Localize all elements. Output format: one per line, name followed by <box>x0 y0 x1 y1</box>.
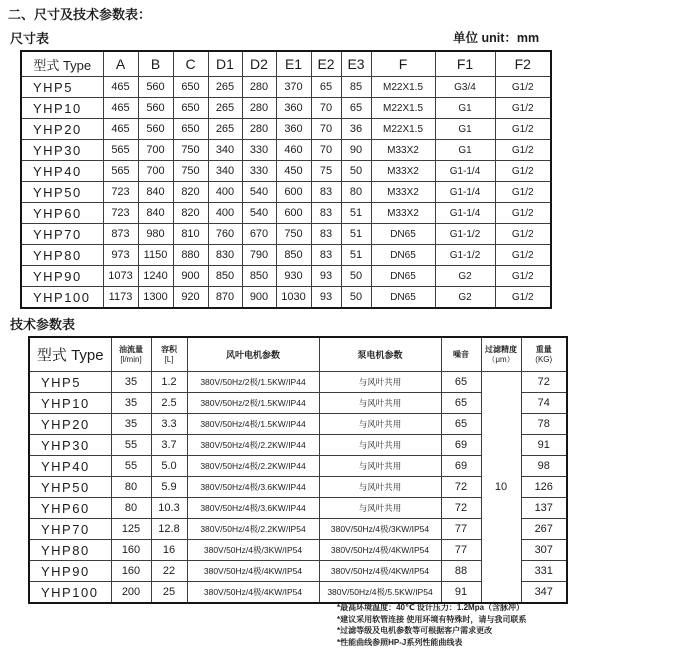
table-cell: 760 <box>208 224 242 245</box>
table-cell: 51 <box>341 245 371 266</box>
table-cell: 35 <box>111 393 151 414</box>
table-cell: 与风叶共用 <box>319 498 441 519</box>
table-cell: 93 <box>311 266 341 287</box>
table-cell: 1030 <box>276 287 311 309</box>
table-cell: M33X2 <box>371 182 435 203</box>
table-cell: 137 <box>521 498 567 519</box>
table-row <box>29 372 567 393</box>
table-cell: 540 <box>242 203 276 224</box>
column-header-label: 容积 <box>161 344 177 354</box>
table-cell: G1 <box>435 119 495 140</box>
table-cell: 69 <box>441 435 481 456</box>
table-cell: 400 <box>208 203 242 224</box>
table-cell: G2 <box>435 266 495 287</box>
model-cell: YHP80 <box>21 245 103 266</box>
column-header-type: 型式 Type <box>29 337 111 372</box>
model-cell: YHP5 <box>21 77 103 98</box>
column-header-unit: [L] <box>164 354 174 364</box>
table-cell: G1-1/4 <box>435 161 495 182</box>
table-cell: 1073 <box>103 266 138 287</box>
table-cell: DN65 <box>371 224 435 245</box>
model-cell: YHP40 <box>21 161 103 182</box>
table-cell: 83 <box>311 182 341 203</box>
table-cell: 50 <box>341 266 371 287</box>
table-cell: G1/2 <box>495 287 551 309</box>
table-cell: 700 <box>138 140 173 161</box>
tech-params-table <box>28 336 568 604</box>
table-cell: G1/2 <box>495 77 551 98</box>
table-cell: 700 <box>138 161 173 182</box>
table-cell: 820 <box>173 182 208 203</box>
table-cell: 930 <box>276 266 311 287</box>
column-header-label: 重量 <box>535 344 552 354</box>
table-cell: 360 <box>276 98 311 119</box>
table-cell: 380V/50Hz/4极/4KW/IP54 <box>187 561 319 582</box>
table-cell: 1173 <box>103 287 138 309</box>
table-cell: 83 <box>311 203 341 224</box>
table-cell: 16 <box>151 540 187 561</box>
tech-table-title: 技术参数表 <box>10 317 76 332</box>
table-cell: 540 <box>242 182 276 203</box>
table-cell: 465 <box>103 77 138 98</box>
table-cell: 920 <box>173 287 208 309</box>
table-cell: 90 <box>341 140 371 161</box>
table-cell: 与风叶共用 <box>319 393 441 414</box>
table-cell: 840 <box>138 182 173 203</box>
table-row <box>21 98 551 119</box>
table-cell: G1-1/2 <box>435 245 495 266</box>
table-cell: 370 <box>276 77 311 98</box>
table-cell: M33X2 <box>371 161 435 182</box>
table-cell: 77 <box>441 519 481 540</box>
footnotes <box>337 602 526 648</box>
table-cell: 267 <box>521 519 567 540</box>
table-cell: 与风叶共用 <box>319 414 441 435</box>
table-cell: G1/2 <box>495 161 551 182</box>
table-cell: 790 <box>242 245 276 266</box>
table-cell: G2 <box>435 287 495 309</box>
table-cell: 125 <box>111 519 151 540</box>
table-cell: 565 <box>103 140 138 161</box>
table-cell: 650 <box>173 119 208 140</box>
dimension-table-title: 尺寸表 <box>10 31 50 46</box>
table-cell: 65 <box>441 393 481 414</box>
table-cell: 与风叶共用 <box>319 456 441 477</box>
table-cell: 80 <box>111 498 151 519</box>
table-cell: G1/2 <box>495 182 551 203</box>
table-cell: 750 <box>173 140 208 161</box>
table-cell: 880 <box>173 245 208 266</box>
table-cell: 77 <box>441 540 481 561</box>
column-header-flow <box>111 337 151 372</box>
model-cell: YHP70 <box>29 519 111 540</box>
table-cell: G1-1/4 <box>435 203 495 224</box>
column-header: E1 <box>276 51 311 77</box>
column-header-unit: (KG) <box>535 354 553 364</box>
table-cell: 670 <box>242 224 276 245</box>
table-cell: 380V/50Hz/4极/3.6KW/IP44 <box>187 498 319 519</box>
column-header-volume <box>151 337 187 372</box>
model-cell: YHP100 <box>29 582 111 604</box>
table-cell: 380V/50Hz/2极/1.5KW/IP44 <box>187 372 319 393</box>
table-cell: 870 <box>208 287 242 309</box>
column-header: E2 <box>311 51 341 77</box>
footnote-line: *性能曲线参照HP-J系列性能曲线表 <box>337 637 463 647</box>
table-cell: 35 <box>111 372 151 393</box>
column-header-filtration <box>481 337 521 372</box>
table-cell: 307 <box>521 540 567 561</box>
column-header-label: 风叶电机参数 <box>225 349 280 360</box>
table-cell: 72 <box>521 372 567 393</box>
table-cell: 55 <box>111 435 151 456</box>
table-row <box>21 266 551 287</box>
table-cell: 565 <box>103 161 138 182</box>
table-cell: 3.7 <box>151 435 187 456</box>
table-cell: 810 <box>173 224 208 245</box>
table-cell: 900 <box>173 266 208 287</box>
footnote-line: *建议采用软管连接 使用环境有特殊时，请与我司联系 <box>337 614 527 624</box>
table-cell: 723 <box>103 203 138 224</box>
table-cell: 83 <box>311 224 341 245</box>
table-cell: 55 <box>111 456 151 477</box>
model-cell: YHP30 <box>29 435 111 456</box>
table-cell: 723 <box>103 182 138 203</box>
model-cell: YHP20 <box>29 414 111 435</box>
table-cell: 973 <box>103 245 138 266</box>
table-cell: G1/2 <box>495 266 551 287</box>
model-cell: YHP40 <box>29 456 111 477</box>
table-cell: 65 <box>441 414 481 435</box>
column-header-label: 油流量 <box>119 344 143 354</box>
table-cell: 2.5 <box>151 393 187 414</box>
table-row <box>21 182 551 203</box>
model-cell: YHP100 <box>21 287 103 309</box>
column-header-label: 噪音 <box>453 349 469 359</box>
table-cell: 51 <box>341 224 371 245</box>
table-cell: 1.2 <box>151 372 187 393</box>
table-cell: 与风叶共用 <box>319 372 441 393</box>
table-cell: M33X2 <box>371 203 435 224</box>
table-cell: 265 <box>208 98 242 119</box>
model-cell: YHP70 <box>21 224 103 245</box>
footnote-line: *最高环境温度：40℃ 设计压力：1.2Mpa（含脉冲） <box>337 603 525 612</box>
model-cell: YHP90 <box>21 266 103 287</box>
header-row <box>29 337 567 372</box>
table-cell: 331 <box>521 561 567 582</box>
table-cell: G1/2 <box>495 224 551 245</box>
table-cell: 126 <box>521 477 567 498</box>
column-header-label: 过滤精度 <box>485 344 517 354</box>
table-cell: 380V/50Hz/4极/2.2KW/IP44 <box>187 456 319 477</box>
table-cell: 280 <box>242 98 276 119</box>
table-cell: G1-1/2 <box>435 224 495 245</box>
table-cell: 380V/50Hz/4极/2.2KW/IP44 <box>187 435 319 456</box>
table-cell: 380V/50Hz/4极/3.6KW/IP44 <box>187 477 319 498</box>
table-cell: 400 <box>208 182 242 203</box>
table-cell: 340 <box>208 140 242 161</box>
table-cell: 70 <box>311 98 341 119</box>
model-cell: YHP90 <box>29 561 111 582</box>
table-cell: G1/2 <box>495 203 551 224</box>
table-cell: 50 <box>341 287 371 309</box>
table-cell: 330 <box>242 140 276 161</box>
table-cell: 1300 <box>138 287 173 309</box>
table-cell: 560 <box>138 77 173 98</box>
table-cell: M22X1.5 <box>371 77 435 98</box>
model-cell: YHP10 <box>29 393 111 414</box>
table-cell: 380V/50Hz/4极/1.5KW/IP44 <box>187 414 319 435</box>
table-cell: 330 <box>242 161 276 182</box>
table-cell: 820 <box>173 203 208 224</box>
section-title: 二、尺寸及技术参数表： <box>8 7 152 22</box>
table-cell: G1/2 <box>495 98 551 119</box>
table-cell: 25 <box>151 582 187 604</box>
table-cell: M33X2 <box>371 140 435 161</box>
table-cell: 380V/50Hz/4极/3KW/IP54 <box>187 540 319 561</box>
table-cell: 12.8 <box>151 519 187 540</box>
table-cell: 5.0 <box>151 456 187 477</box>
table-cell: 160 <box>111 561 151 582</box>
column-header: F1 <box>435 51 495 77</box>
column-header-pump-motor <box>319 337 441 372</box>
table-cell: 1150 <box>138 245 173 266</box>
table-cell: G1/2 <box>495 140 551 161</box>
table-cell: 380V/50Hz/4极/3KW/IP54 <box>319 519 441 540</box>
table-cell: 830 <box>208 245 242 266</box>
table-cell: 873 <box>103 224 138 245</box>
table-cell: G1/2 <box>495 119 551 140</box>
table-cell: 600 <box>276 203 311 224</box>
table-cell: 560 <box>138 98 173 119</box>
table-cell: 850 <box>276 245 311 266</box>
table-cell: 980 <box>138 224 173 245</box>
unit-label: 单位 unit：mm <box>453 31 540 45</box>
table-cell: 380V/50Hz/4极/4KW/IP54 <box>319 561 441 582</box>
table-cell: 850 <box>242 266 276 287</box>
column-header: 型式 Type <box>21 51 103 77</box>
table-cell: 91 <box>521 435 567 456</box>
model-cell: YHP60 <box>21 203 103 224</box>
table-cell: 50 <box>341 161 371 182</box>
table-cell: 与风叶共用 <box>319 477 441 498</box>
table-row <box>21 77 551 98</box>
table-cell: 83 <box>311 245 341 266</box>
table-cell: 380V/50Hz/4极/4KW/IP54 <box>319 540 441 561</box>
table-cell: 65 <box>341 98 371 119</box>
table-cell: DN65 <box>371 266 435 287</box>
column-header: F2 <box>495 51 551 77</box>
table-row <box>21 245 551 266</box>
table-cell: 3.3 <box>151 414 187 435</box>
column-header: A <box>103 51 138 77</box>
footnote-line: *过滤等级及电机参数等可根据客户需求更改 <box>337 626 493 635</box>
table-cell: 750 <box>173 161 208 182</box>
table-cell: 265 <box>208 77 242 98</box>
table-cell: 72 <box>441 498 481 519</box>
model-cell: YHP20 <box>21 119 103 140</box>
table-row <box>21 161 551 182</box>
table-cell: 265 <box>208 119 242 140</box>
table-row <box>21 287 551 309</box>
column-header: F <box>371 51 435 77</box>
table-cell: 460 <box>276 140 311 161</box>
column-header: E3 <box>341 51 371 77</box>
table-cell: 85 <box>341 77 371 98</box>
table-cell: 75 <box>311 161 341 182</box>
table-cell: 380V/50Hz/4极/5.5KW/IP54 <box>319 582 441 604</box>
table-cell: 93 <box>311 287 341 309</box>
table-cell: 850 <box>208 266 242 287</box>
table-cell: 650 <box>173 98 208 119</box>
table-cell: 88 <box>441 561 481 582</box>
table-cell: 380V/50Hz/4极/4KW/IP54 <box>187 582 319 604</box>
table-cell: 80 <box>111 477 151 498</box>
table-cell: 70 <box>311 140 341 161</box>
table-cell: 840 <box>138 203 173 224</box>
table-cell: G3/4 <box>435 77 495 98</box>
filtration-precision-cell: 10 <box>481 372 521 604</box>
table-cell: 80 <box>341 182 371 203</box>
table-cell: 450 <box>276 161 311 182</box>
header-row <box>21 51 551 77</box>
column-header: D2 <box>242 51 276 77</box>
table-cell: 650 <box>173 77 208 98</box>
table-row <box>21 140 551 161</box>
table-cell: 78 <box>521 414 567 435</box>
table-cell: 69 <box>441 456 481 477</box>
table-cell: 36 <box>341 119 371 140</box>
table-cell: 65 <box>311 77 341 98</box>
table-cell: 98 <box>521 456 567 477</box>
column-header: D1 <box>208 51 242 77</box>
table-row <box>21 119 551 140</box>
model-cell: YHP80 <box>29 540 111 561</box>
model-cell: YHP50 <box>21 182 103 203</box>
table-cell: G1 <box>435 98 495 119</box>
table-cell: M22X1.5 <box>371 119 435 140</box>
column-header-label: 泵电机参数 <box>357 349 403 360</box>
table-cell: 35 <box>111 414 151 435</box>
table-cell: 与风叶共用 <box>319 435 441 456</box>
table-cell: DN65 <box>371 287 435 309</box>
table-cell: 200 <box>111 582 151 604</box>
table-cell: 280 <box>242 77 276 98</box>
column-header-fan-motor <box>187 337 319 372</box>
table-cell: M22X1.5 <box>371 98 435 119</box>
column-header-unit: （μm） <box>487 354 515 364</box>
table-cell: 91 <box>441 582 481 604</box>
table-cell: 74 <box>521 393 567 414</box>
table-cell: 51 <box>341 203 371 224</box>
table-cell: 340 <box>208 161 242 182</box>
table-cell: 70 <box>311 119 341 140</box>
table-cell: 750 <box>276 224 311 245</box>
dimension-table <box>20 50 552 309</box>
table-row <box>21 203 551 224</box>
model-cell: YHP5 <box>29 372 111 393</box>
table-cell: 465 <box>103 119 138 140</box>
model-cell: YHP30 <box>21 140 103 161</box>
table-cell: 465 <box>103 98 138 119</box>
table-cell: G1/2 <box>495 245 551 266</box>
column-header: C <box>173 51 208 77</box>
column-header-noise <box>441 337 481 372</box>
table-cell: 380V/50Hz/4极/2.2KW/IP54 <box>187 519 319 540</box>
table-cell: 5.9 <box>151 477 187 498</box>
table-cell: 600 <box>276 182 311 203</box>
column-header-unit: [l/min] <box>120 354 142 364</box>
table-cell: G1 <box>435 140 495 161</box>
table-cell: G1-1/4 <box>435 182 495 203</box>
table-cell: 1240 <box>138 266 173 287</box>
table-row <box>21 224 551 245</box>
column-header-weight <box>521 337 567 372</box>
table-cell: 360 <box>276 119 311 140</box>
model-cell: YHP60 <box>29 498 111 519</box>
table-cell: 380V/50Hz/2极/1.5KW/IP44 <box>187 393 319 414</box>
table-cell: 22 <box>151 561 187 582</box>
table-cell: 560 <box>138 119 173 140</box>
table-cell: 160 <box>111 540 151 561</box>
model-cell: YHP10 <box>21 98 103 119</box>
table-cell: DN65 <box>371 245 435 266</box>
table-cell: 65 <box>441 372 481 393</box>
column-header: B <box>138 51 173 77</box>
table-cell: 280 <box>242 119 276 140</box>
table-cell: 10.3 <box>151 498 187 519</box>
table-cell: 900 <box>242 287 276 309</box>
model-cell: YHP50 <box>29 477 111 498</box>
table-cell: 347 <box>521 582 567 604</box>
table-cell: 72 <box>441 477 481 498</box>
